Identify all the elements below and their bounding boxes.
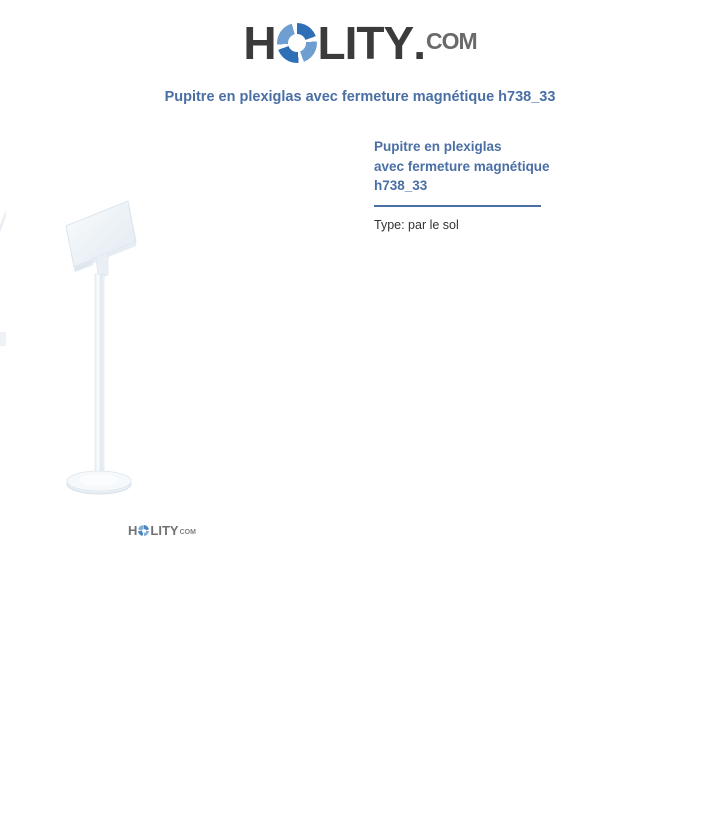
product-name-line-2: avec fermeture magnétique [374, 158, 550, 174]
watermark-letters-lity: LITY [150, 523, 179, 538]
product-name [374, 137, 589, 196]
adjacent-image-sliver-bottom [0, 326, 6, 356]
watermark-suffix-com: COM [179, 529, 196, 536]
product-name-line-3: h738_33 [374, 178, 428, 193]
spec-type: Type: par le sol [374, 217, 459, 232]
holity-o-ring-icon [277, 23, 317, 63]
image-watermark [128, 524, 196, 537]
product-content [0, 131, 720, 551]
watermark-o-ring-icon [138, 525, 149, 536]
adjacent-image-sliver-top [0, 206, 6, 246]
logo-dot: . [413, 16, 425, 69]
product-name-line-1: Pupitre en plexiglas [374, 139, 502, 154]
product-image-column [0, 131, 360, 538]
product-info-column [374, 137, 674, 234]
watermark-letter-h: H [128, 523, 138, 538]
page-title: Pupitre en plexiglas avec fermeture magnétique h738_33 [164, 89, 556, 105]
logo-suffix-com: COM [426, 28, 477, 54]
logo-letter-h: H [243, 16, 276, 69]
title-divider [374, 205, 541, 207]
lectern-illustration [52, 179, 142, 524]
logo-letters-lity: LITY [317, 16, 414, 69]
holity-logo[interactable] [243, 18, 476, 67]
site-header [0, 0, 720, 67]
product-photo[interactable] [52, 179, 142, 524]
